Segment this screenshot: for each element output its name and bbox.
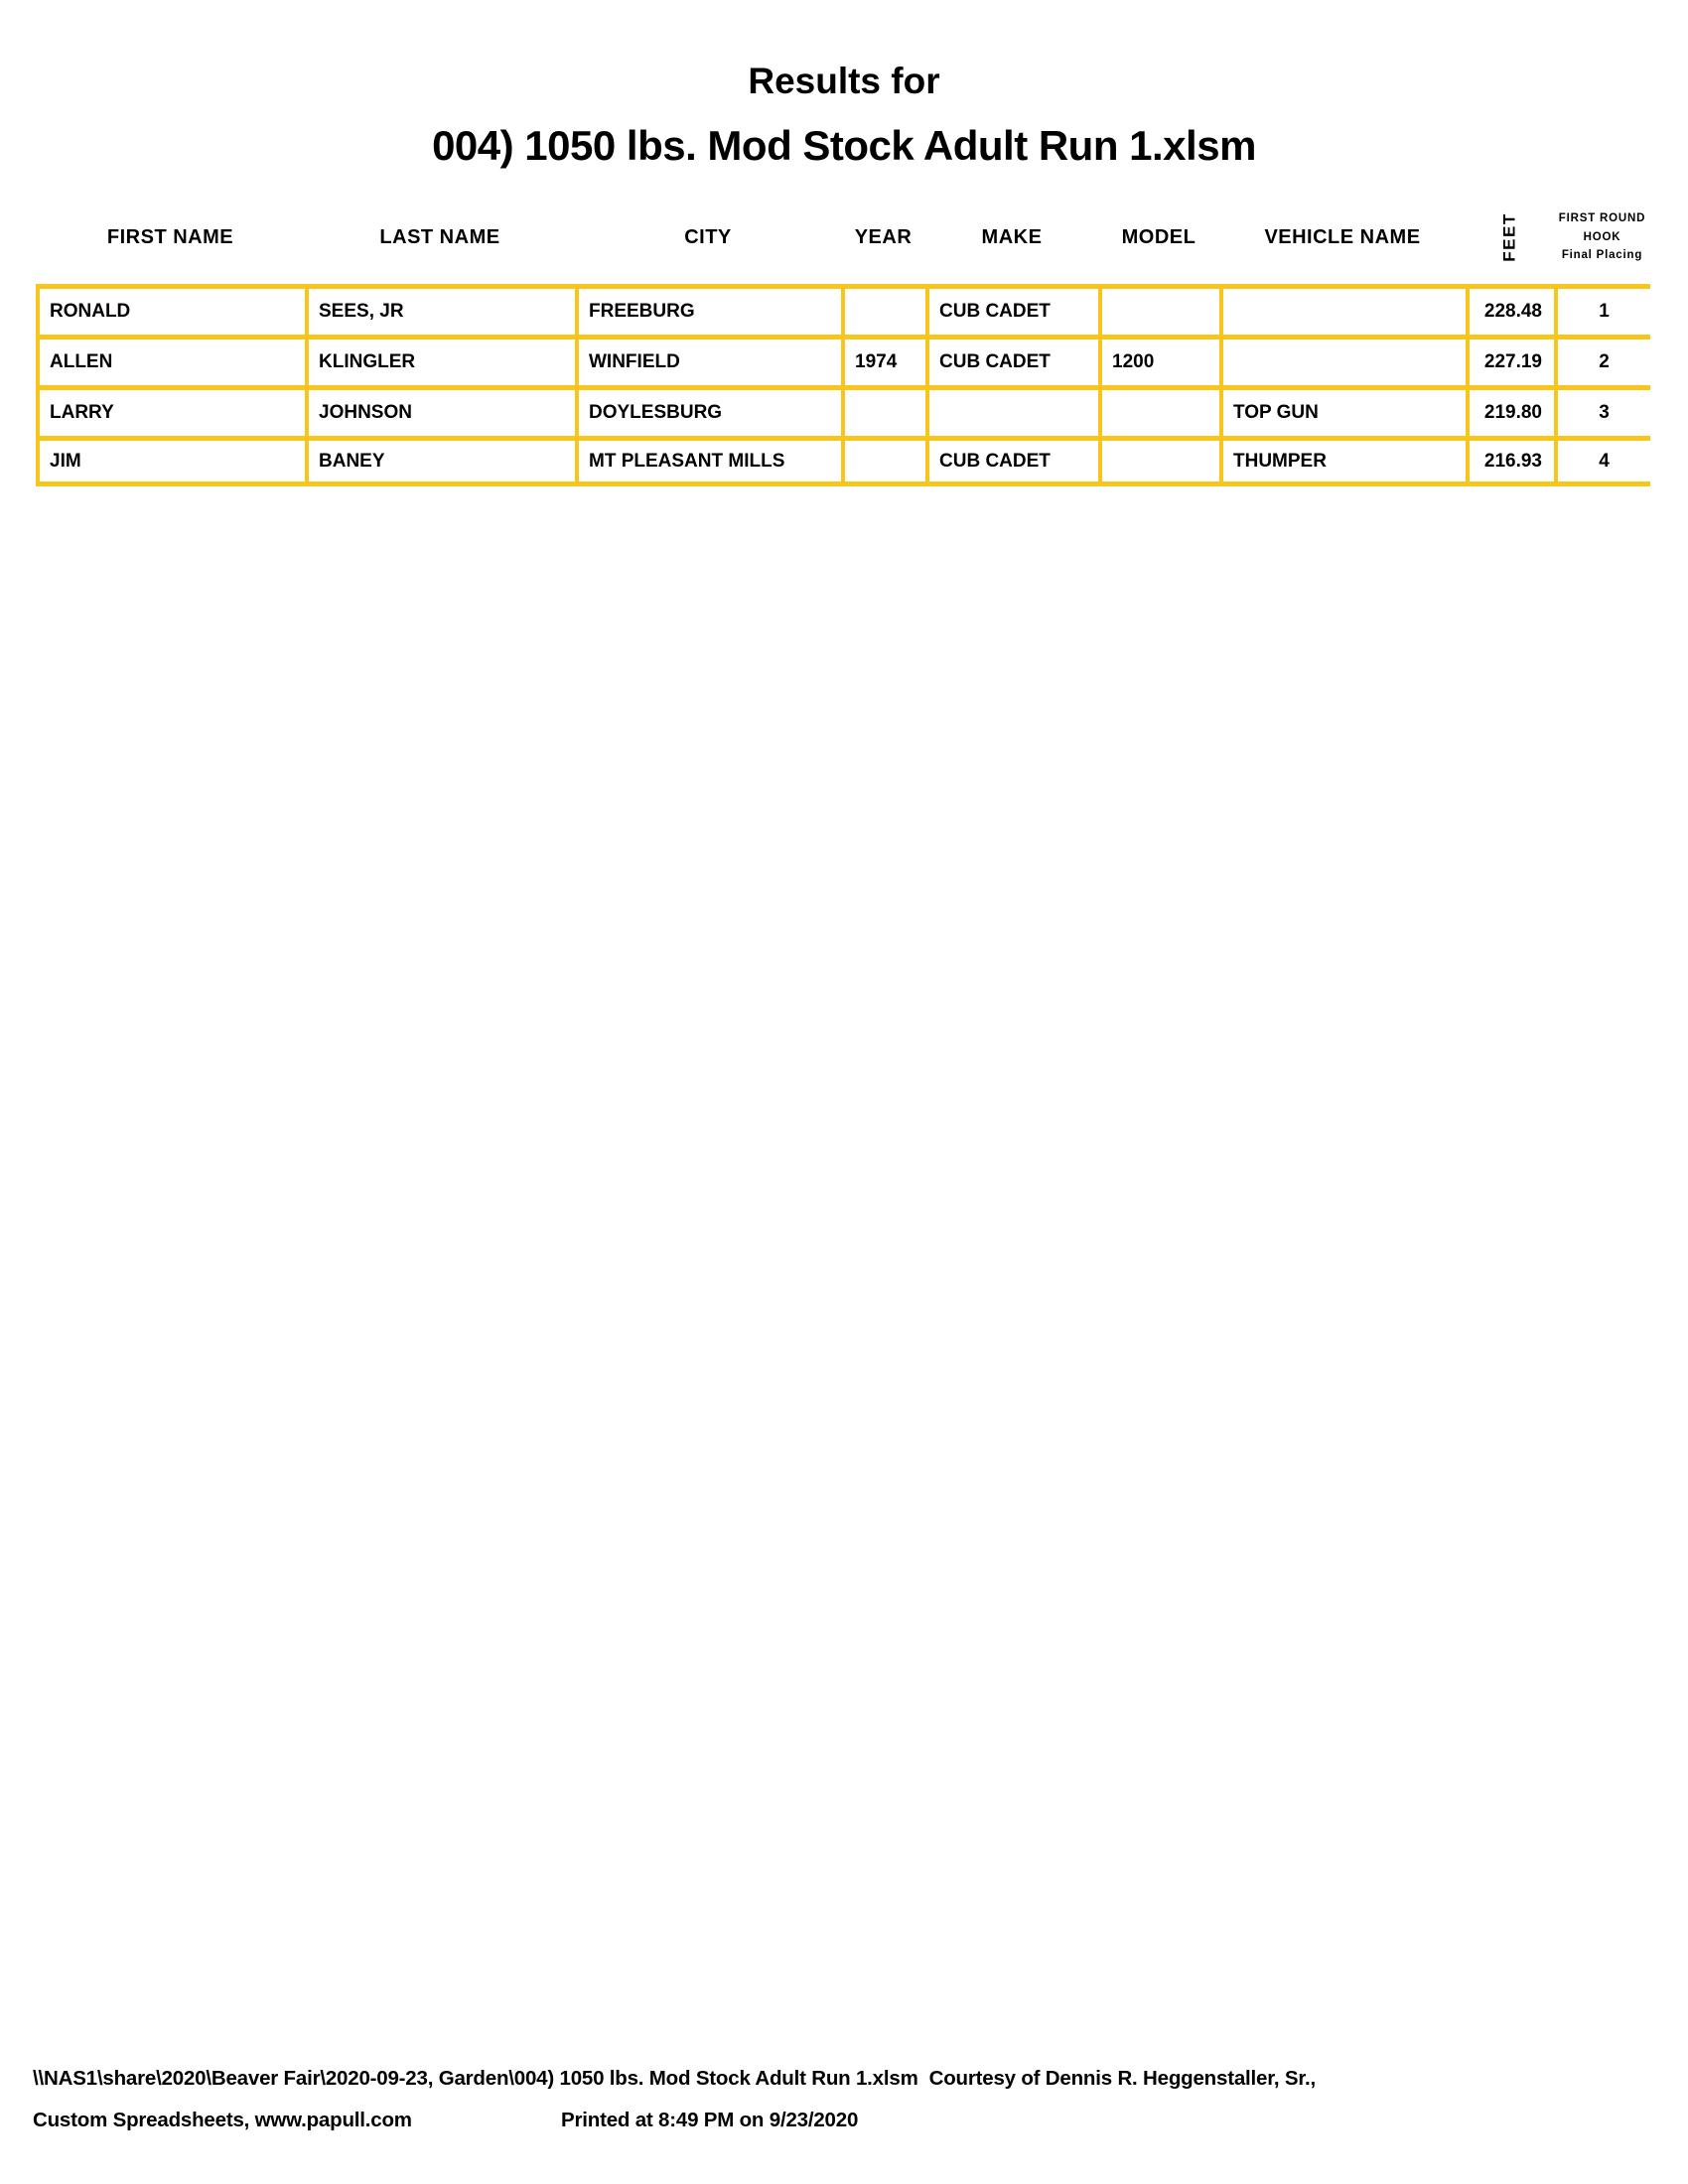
- cell-make: [925, 385, 1098, 436]
- hook-label-line2: HOOK: [1583, 230, 1621, 243]
- column-header-make: MAKE: [981, 225, 1043, 248]
- cell-final-placing: 1: [1554, 284, 1650, 335]
- cell-last-name: SEES, JR: [305, 284, 575, 335]
- title-block: [0, 60, 1688, 172]
- cell-make: CUB CADET: [925, 284, 1098, 335]
- cell-vehicle-name: THUMPER: [1219, 436, 1466, 486]
- cell-model: [1098, 436, 1219, 486]
- cell-final-placing: 3: [1554, 385, 1650, 436]
- cell-model: [1098, 284, 1219, 335]
- cell-final-placing: 4: [1554, 436, 1650, 486]
- report-filename-title: 004) 1050 lbs. Mod Stock Adult Run 1.xlsm: [432, 122, 1256, 170]
- cell-feet: 219.80: [1466, 385, 1554, 436]
- column-header-last-name: LAST NAME: [379, 225, 500, 248]
- cell-first-name: LARRY: [36, 385, 305, 436]
- column-header-vehicle-name: VEHICLE NAME: [1264, 225, 1421, 248]
- column-header-model: MODEL: [1121, 225, 1196, 248]
- cell-feet: 227.19: [1466, 335, 1554, 385]
- hook-label-line3: Final Placing: [1561, 249, 1643, 262]
- cell-vehicle-name: [1219, 284, 1466, 335]
- results-table: [36, 284, 1650, 486]
- cell-first-name: JIM: [36, 436, 305, 486]
- cell-city: DOYLESBURG: [575, 385, 841, 436]
- footer-file-path: \\NAS1\share\2020\Beaver Fair\2020-09-23, Garden\004) 1050 lbs. Mod Stock Adult Run 1.xlsm Courtesy of Dennis R. Heggenstaller, Sr.,: [33, 2067, 1316, 2090]
- cell-year: [841, 436, 925, 486]
- cell-make: CUB CADET: [925, 436, 1098, 486]
- cell-city: MT PLEASANT MILLS: [575, 436, 841, 486]
- cell-make: CUB CADET: [925, 335, 1098, 385]
- column-header-year: YEAR: [854, 225, 913, 248]
- cell-city: FREEBURG: [575, 284, 841, 335]
- cell-vehicle-name: [1219, 335, 1466, 385]
- cell-first-name: ALLEN: [36, 335, 305, 385]
- footer-credit: Custom Spreadsheets, www.papull.com: [33, 2109, 412, 2131]
- cell-final-placing: 2: [1554, 335, 1650, 385]
- cell-year: 1974: [841, 335, 925, 385]
- cell-model: [1098, 385, 1219, 436]
- column-header-city: CITY: [684, 225, 732, 248]
- cell-first-name: RONALD: [36, 284, 305, 335]
- column-header-feet: [1466, 191, 1554, 284]
- cell-city: WINFIELD: [575, 335, 841, 385]
- cell-model: 1200: [1098, 335, 1219, 385]
- feet-rotated-label: FEET: [1499, 212, 1519, 262]
- table-header-row: [36, 191, 1650, 284]
- column-header-first-round-hook: [1554, 191, 1650, 284]
- footer-print-timestamp: Printed at 8:49 PM on 9/23/2020: [561, 2109, 859, 2131]
- cell-year: [841, 385, 925, 436]
- cell-last-name: JOHNSON: [305, 385, 575, 436]
- cell-year: [841, 284, 925, 335]
- cell-vehicle-name: TOP GUN: [1219, 385, 1466, 436]
- cell-feet: 228.48: [1466, 284, 1554, 335]
- hook-label-line1: FIRST ROUND: [1558, 211, 1646, 224]
- report-title: Results for: [748, 61, 940, 101]
- column-header-first-name: FIRST NAME: [106, 225, 234, 248]
- cell-last-name: BANEY: [305, 436, 575, 486]
- cell-feet: 216.93: [1466, 436, 1554, 486]
- cell-last-name: KLINGLER: [305, 335, 575, 385]
